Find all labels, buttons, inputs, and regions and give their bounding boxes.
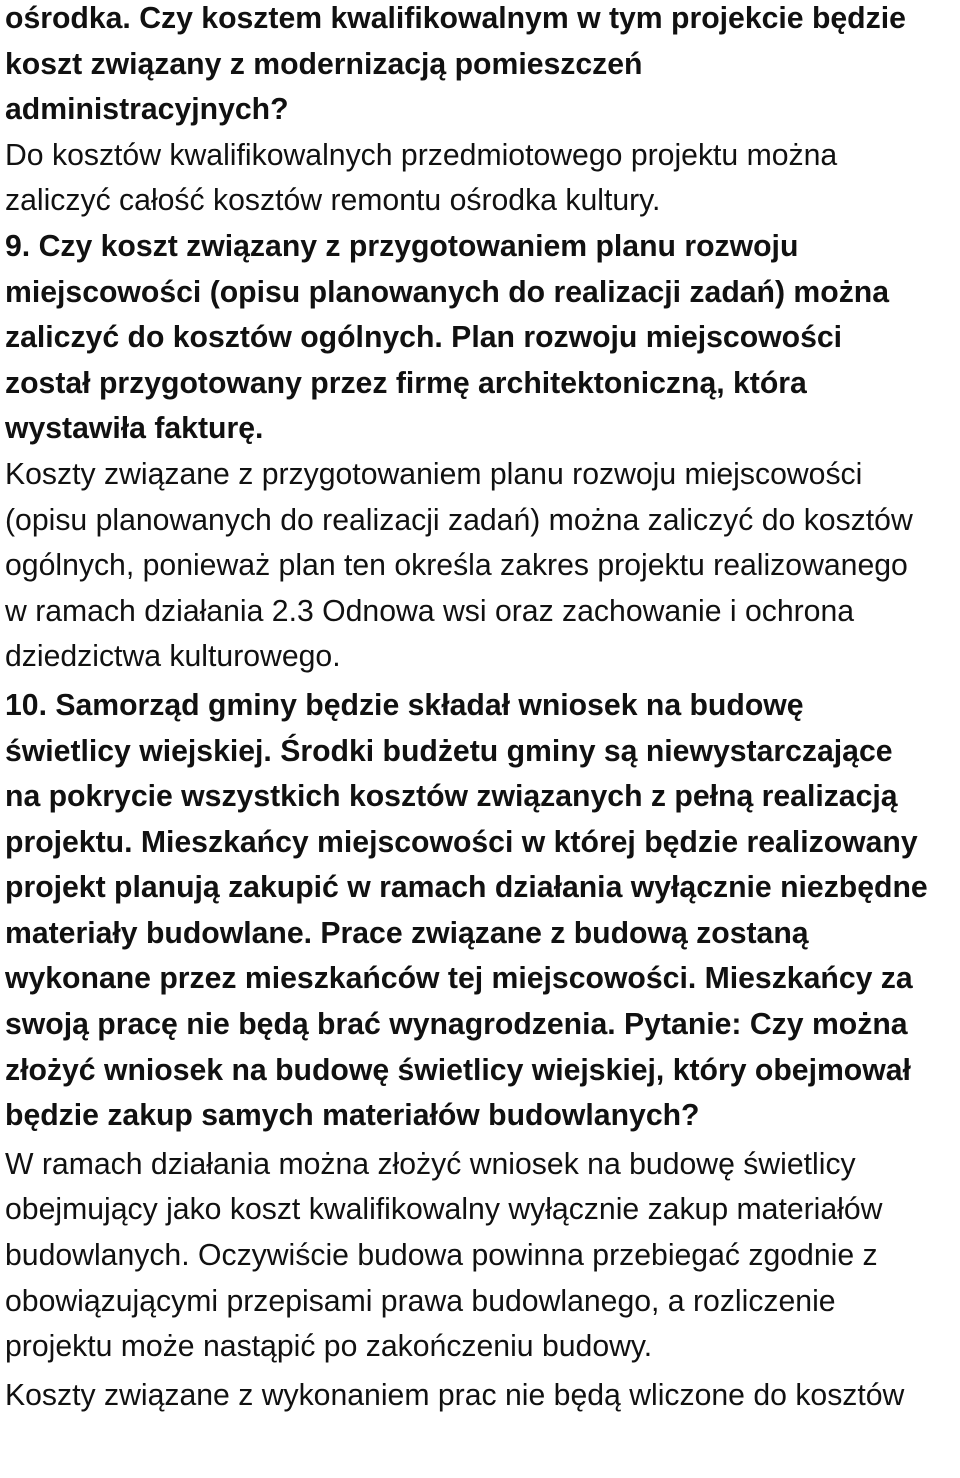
text-line: administracyjnych? xyxy=(5,93,289,127)
answer-10 xyxy=(5,1142,960,1370)
text-line: obejmujący jako koszt kwalifikowalny wyłącznie zakup materiałów xyxy=(5,1193,883,1227)
question-8-tail xyxy=(5,0,960,133)
text-line: koszt związany z modernizacją pomieszczeń xyxy=(5,47,643,81)
text-line: swoją pracę nie będą brać wynagrodzenia. Pytanie: Czy można xyxy=(5,1008,908,1042)
text-line: 10. Samorząd gminy będzie składał wniosek na budowę xyxy=(5,688,804,722)
text-line: Do kosztów kwalifikowalnych przedmiotowego projektu można xyxy=(5,138,838,172)
text-line: Koszty związane z wykonaniem prac nie będą wliczone do kosztów xyxy=(5,1378,905,1412)
text-line: zaliczyć całość kosztów remontu ośrodka kultury. xyxy=(5,184,661,218)
text-line: projekt planują zakupić w ramach działania wyłącznie niezbędne xyxy=(5,871,928,905)
text-line: projektu. Mieszkańcy miejscowości w której będzie realizowany xyxy=(5,825,918,859)
text-line: będzie zakup samych materiałów budowlanych? xyxy=(5,1099,700,1133)
text-line: ogólnych, ponieważ plan ten określa zakres projektu realizowanego xyxy=(5,549,908,583)
answer-8 xyxy=(5,133,960,224)
text-line: w ramach działania 2.3 Odnowa wsi oraz zachowanie i ochrona xyxy=(5,594,855,628)
text-line: zaliczyć do kosztów ogólnych. Plan rozwoju miejscowości xyxy=(5,321,843,355)
text-line: ośrodka. Czy kosztem kwalifikowalnym w tym projekcie będzie xyxy=(5,2,906,35)
answer-10-continued xyxy=(5,1373,960,1419)
text-line: budowlanych. Oczywiście budowa powinna przebiegać zgodnie z xyxy=(5,1239,878,1273)
text-line: W ramach działania można złożyć wniosek na budowę świetlicy xyxy=(5,1147,856,1181)
text-line: wykonane przez mieszkańców tej miejscowości. Mieszkańcy za xyxy=(5,962,913,996)
text-line: świetlicy wiejskiej. Środki budżetu gminy są niewystarczające xyxy=(5,734,893,768)
text-line: wystawiła fakturę. xyxy=(5,412,264,446)
text-line: Koszty związane z przygotowaniem planu rozwoju miejscowości xyxy=(5,457,863,491)
question-9 xyxy=(5,224,960,452)
text-line: miejscowości (opisu planowanych do realizacji zadań) można xyxy=(5,275,890,309)
document-page xyxy=(5,0,960,1418)
text-line: złożyć wniosek na budowę świetlicy wiejskiej, który obejmował xyxy=(5,1053,911,1087)
text-line: 9. Czy koszt związany z przygotowaniem planu rozwoju xyxy=(5,229,799,263)
text-line: materiały budowlane. Prace związane z budową zostaną xyxy=(5,916,809,950)
text-line: obowiązującymi przepisami prawa budowlanego, a rozliczenie xyxy=(5,1284,836,1318)
text-line: na pokrycie wszystkich kosztów związanych z pełną realizacją xyxy=(5,780,898,814)
text-line: dziedzictwa kulturowego. xyxy=(5,640,341,674)
answer-9 xyxy=(5,452,960,680)
text-line: projektu może nastąpić po zakończeniu budowy. xyxy=(5,1330,653,1364)
question-10 xyxy=(5,683,960,1139)
text-line: (opisu planowanych do realizacji zadań) można zaliczyć do kosztów xyxy=(5,503,913,537)
text-line: został przygotowany przez firmę architektoniczną, która xyxy=(5,366,807,400)
